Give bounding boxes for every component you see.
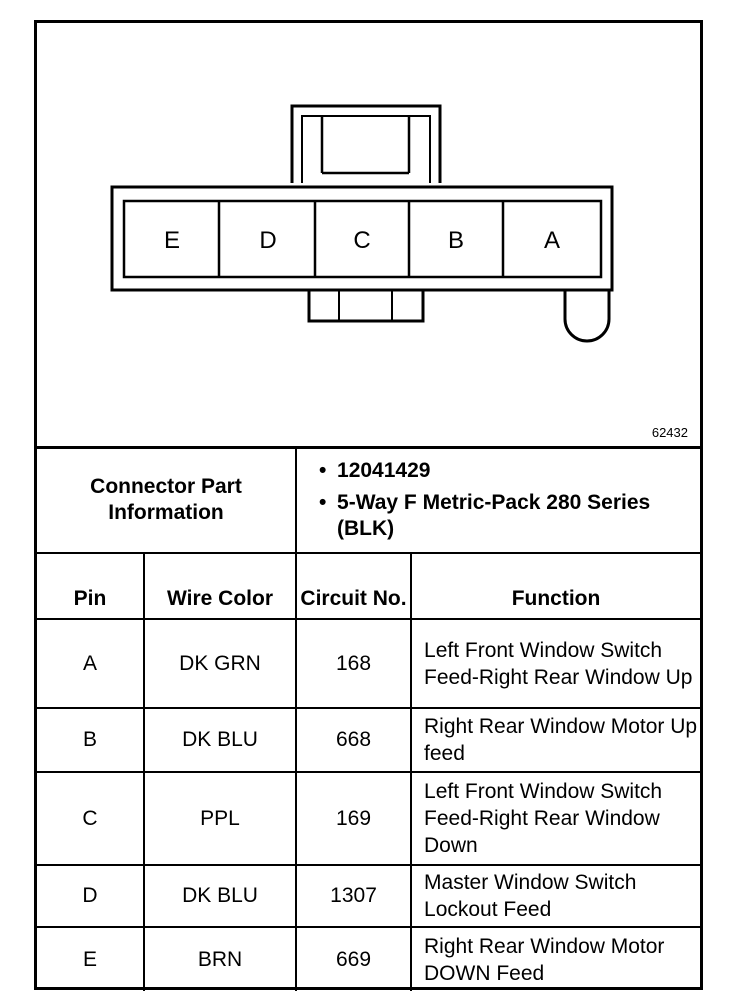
figure-id: 62432 [651, 425, 688, 440]
circuit-cell: 169 [296, 772, 411, 865]
connector-description: • 5-Way F Metric-Pack 280 Series (BLK) [337, 490, 700, 542]
header-function: Function [411, 553, 700, 619]
connector-info-values [296, 447, 700, 553]
pin-cell: D [37, 865, 144, 927]
pinout-table [37, 446, 700, 991]
function-cell: Master Window Switch Lockout Feed [411, 865, 700, 927]
cavity-label-a: A [543, 227, 561, 254]
wire-color-cell: PPL [144, 772, 296, 865]
table-row [37, 865, 700, 927]
pin-cell: A [37, 619, 144, 708]
function-cell: Left Front Window Switch Feed-Right Rear Window Down [411, 772, 700, 865]
cavity-label-b: B [447, 227, 465, 254]
connector-info-row [37, 447, 700, 553]
header-pin: Pin [37, 553, 144, 619]
function-cell: Left Front Window Switch Feed-Right Rear Window Up [411, 619, 700, 708]
connector-sheet [34, 20, 703, 990]
pin-cell: C [37, 772, 144, 865]
cavity-label-d: D [259, 227, 277, 254]
circuit-cell: 168 [296, 619, 411, 708]
pin-cell: B [37, 708, 144, 772]
wire-color-cell: DK BLU [144, 708, 296, 772]
table-row [37, 708, 700, 772]
circuit-cell: 1307 [296, 865, 411, 927]
circuit-cell: 669 [296, 927, 411, 991]
function-cell: Right Rear Window Motor Up feed [411, 708, 700, 772]
wire-color-cell: DK GRN [144, 619, 296, 708]
header-circuit: Circuit No. [296, 553, 411, 619]
wire-color-cell: BRN [144, 927, 296, 991]
table-row [37, 619, 700, 708]
circuit-cell: 668 [296, 708, 411, 772]
table-row [37, 927, 700, 991]
pin-cell: E [37, 927, 144, 991]
function-cell: Right Rear Window Motor DOWN Feed [411, 927, 700, 991]
cavity-label-c: C [353, 227, 371, 254]
table-row [37, 772, 700, 865]
connector-diagram [37, 23, 700, 449]
table-header-row [37, 553, 700, 619]
connector-info-label: Connector Part Information [37, 447, 296, 553]
part-number: • 12041429 [337, 458, 700, 484]
connector-face-drawing [37, 23, 700, 446]
cavity-label-e: E [163, 227, 181, 254]
wire-color-cell: DK BLU [144, 865, 296, 927]
header-wire-color: Wire Color [144, 553, 296, 619]
